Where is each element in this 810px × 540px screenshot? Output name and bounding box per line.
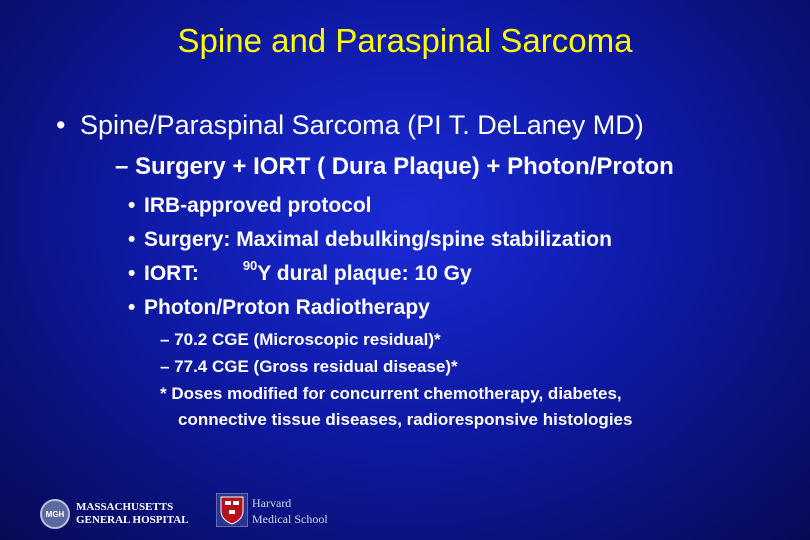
bullet-level2: – Surgery + IORT ( Dura Plaque) + Photon/Proton (115, 153, 674, 180)
hms-wordmark (252, 495, 328, 527)
harvard-shield-icon (216, 493, 248, 527)
mgh-logo (40, 496, 196, 532)
mgh-seal-icon: MGH (40, 499, 70, 529)
bullet-level3-text: IRB-approved protocol (144, 194, 372, 217)
isotope-superscript: 90 (242, 258, 258, 273)
hms-line1: Harvard (252, 496, 292, 510)
iort-detail: Y dural plaque: 10 Gy (257, 262, 472, 285)
slide-title: Spine and Paraspinal Sarcoma (177, 22, 633, 59)
bullet-level3-text: IORT: (144, 262, 199, 285)
mgh-line1: MASSACHUSETTS (76, 501, 174, 513)
bullet-level3-item (128, 258, 472, 286)
mgh-wordmark (76, 501, 189, 527)
bullet-marker: • (56, 110, 66, 140)
bullet-marker: • (128, 296, 136, 319)
bullet-level3-item (128, 228, 612, 252)
bullet-level1 (56, 110, 644, 141)
bullet-level3-item (128, 296, 430, 320)
dose-line: – 70.2 CGE (Microscopic residual)* (160, 330, 441, 349)
dose-line: – 77.4 CGE (Gross residual disease)* (160, 357, 458, 376)
bullet-level1-text: Spine/Paraspinal Sarcoma (PI T. DeLaney MD) (80, 110, 644, 140)
bullet-level3-item (128, 194, 372, 218)
bullet-level3-text: Photon/Proton Radiotherapy (144, 296, 430, 319)
bullet-marker: • (128, 262, 136, 285)
hms-line2: Medical School (252, 512, 328, 526)
bullet-marker: • (128, 228, 136, 251)
footnote-line: * Doses modified for concurrent chemotherapy, diabetes, (160, 384, 622, 403)
bullet-level3-text: Surgery: Maximal debulking/spine stabilization (144, 228, 612, 251)
mgh-line2: GENERAL HOSPITAL (76, 514, 189, 526)
footnote-line: connective tissue diseases, radioresponsive histologies (178, 410, 633, 429)
bullet-marker: • (128, 194, 136, 217)
